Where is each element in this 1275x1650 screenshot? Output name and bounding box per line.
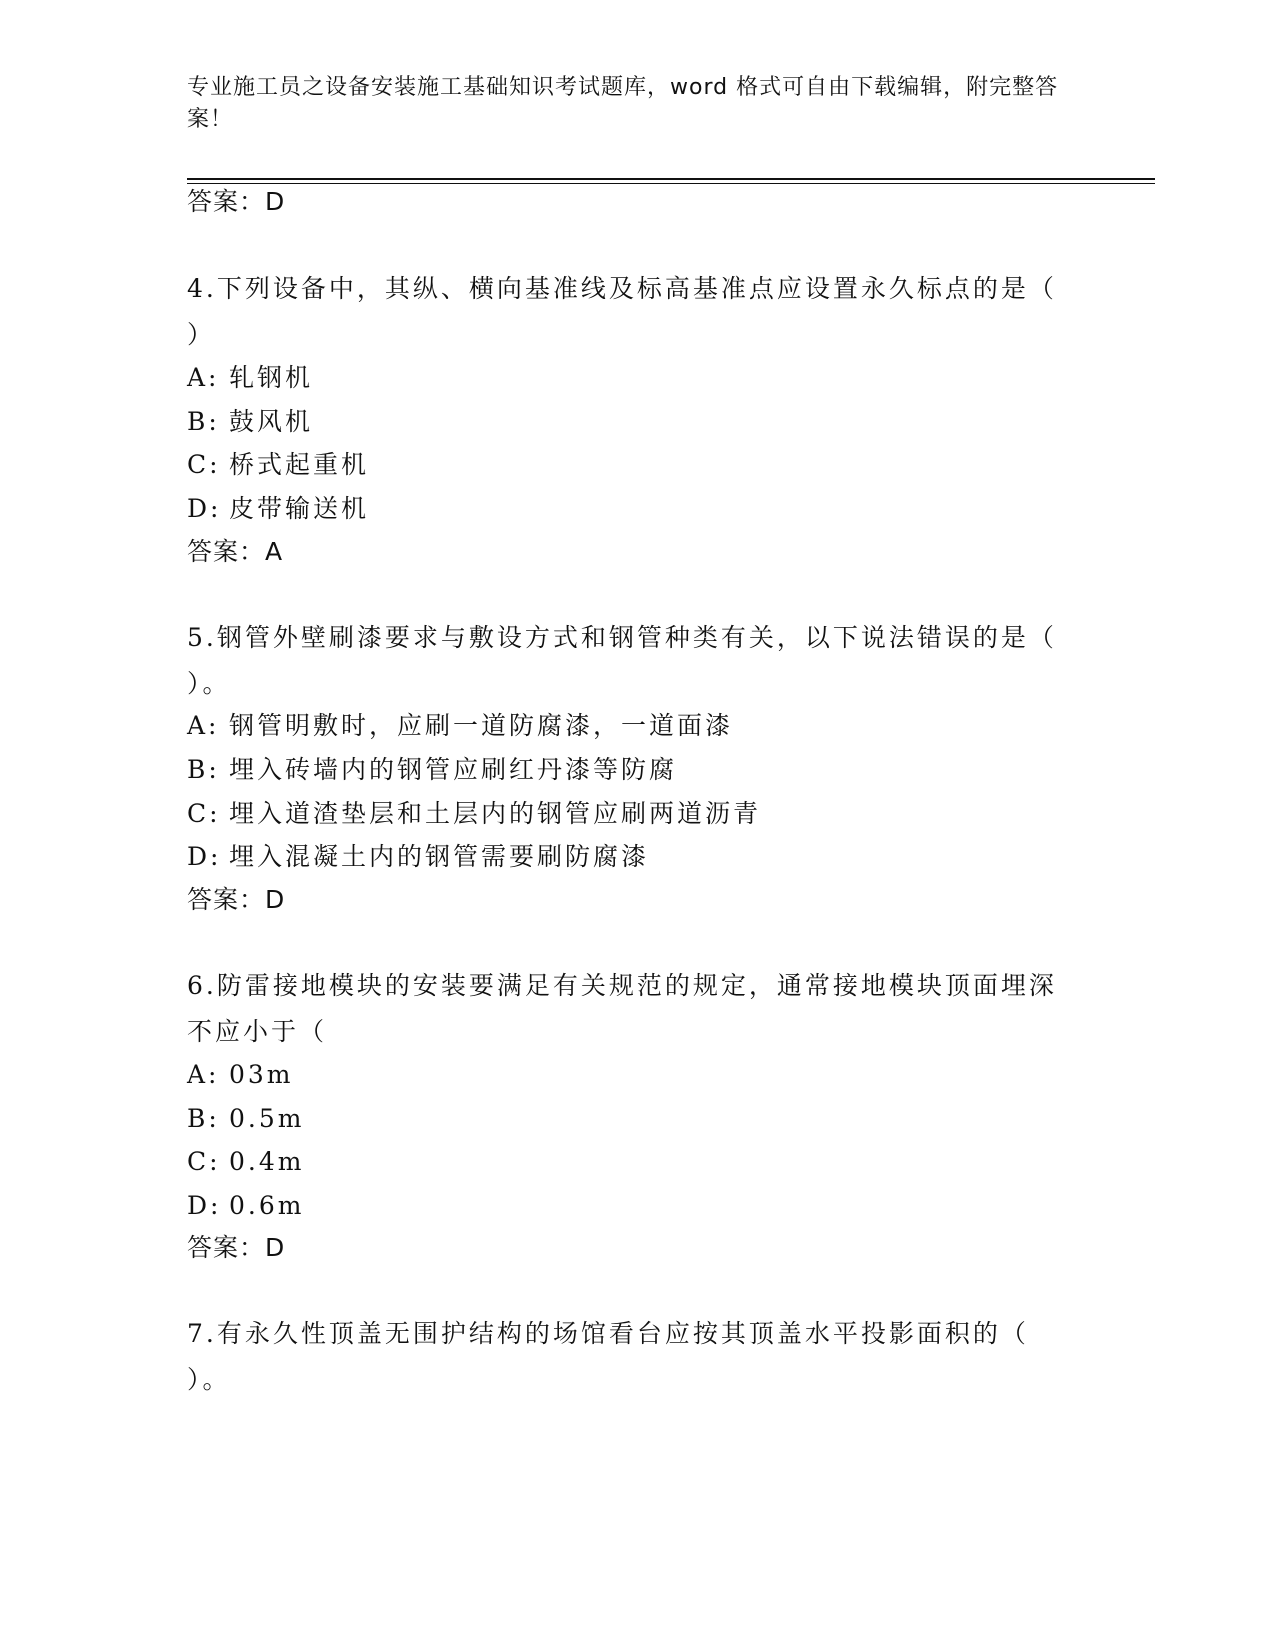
option-text: 皮带输送机 [229, 494, 370, 523]
option-key: D: [187, 842, 222, 871]
question-4-text: 4.下列设备中，其纵、横向基准线及标高基准点应设置永久标点的是（ ） [187, 274, 1057, 349]
option-text: 0.4m [229, 1147, 305, 1176]
option-key: A: [187, 1060, 220, 1089]
option-text: 0.6m [229, 1191, 305, 1220]
option-text: 桥式起重机 [229, 450, 370, 479]
question-5-option-b [187, 754, 677, 786]
option-text: 鼓风机 [229, 407, 314, 436]
question-4-option-a [187, 362, 313, 394]
option-key: B: [187, 755, 220, 784]
answer-q4: 答案：A [187, 537, 284, 566]
question-6-option-a [187, 1059, 294, 1091]
question-4-option-d [187, 493, 369, 525]
question-4-option-b [187, 406, 313, 438]
option-text: 埋入道渣垫层和土层内的钢管应刷两道沥青 [229, 799, 762, 828]
question-6-option-b [187, 1103, 304, 1135]
question-5-text: 5.钢管外壁刷漆要求与敷设方式和钢管种类有关，以下说法错误的是（ ）。 [187, 623, 1057, 698]
option-key: B: [187, 407, 220, 436]
header-divider-thin [187, 183, 1155, 184]
question-6-text: 6.防雷接地模块的安装要满足有关规范的规定，通常接地模块顶面埋深不应小于（ [187, 971, 1057, 1046]
question-5-option-d [187, 841, 649, 873]
option-key: D: [187, 1191, 222, 1220]
question-5-option-a [187, 710, 733, 742]
option-text: 轧钢机 [229, 363, 314, 392]
header-divider-thick [187, 178, 1155, 180]
answer-q5: 答案：D [187, 885, 286, 914]
option-key: A: [187, 363, 220, 392]
question-7-text: 7.有永久性顶盖无围护结构的场馆看台应按其顶盖水平投影面积的（ ）。 [187, 1319, 1029, 1394]
option-key: C: [187, 450, 221, 479]
option-text: 埋入砖墙内的钢管应刷红丹漆等防腐 [229, 755, 678, 784]
answer-q6: 答案：D [187, 1233, 286, 1262]
option-key: C: [187, 799, 221, 828]
document-header: 专业施工员之设备安装施工基础知识考试题库，word 格式可自由下载编辑，附完整答案！ [187, 75, 1059, 132]
option-key: C: [187, 1147, 221, 1176]
option-text: 03m [229, 1060, 294, 1089]
option-key: D: [187, 494, 222, 523]
question-6-option-c [187, 1146, 304, 1178]
option-key: A: [187, 711, 220, 740]
option-text: 0.5m [229, 1104, 305, 1133]
option-key: B: [187, 1104, 220, 1133]
option-text: 埋入混凝土内的钢管需要刷防腐漆 [229, 842, 650, 871]
option-text: 钢管明敷时，应刷一道防腐漆，一道面漆 [229, 711, 734, 740]
question-5-option-c [187, 798, 761, 830]
question-4-option-c [187, 449, 369, 481]
answer-q3: 答案：D [187, 187, 286, 216]
question-6-option-d [187, 1190, 304, 1222]
